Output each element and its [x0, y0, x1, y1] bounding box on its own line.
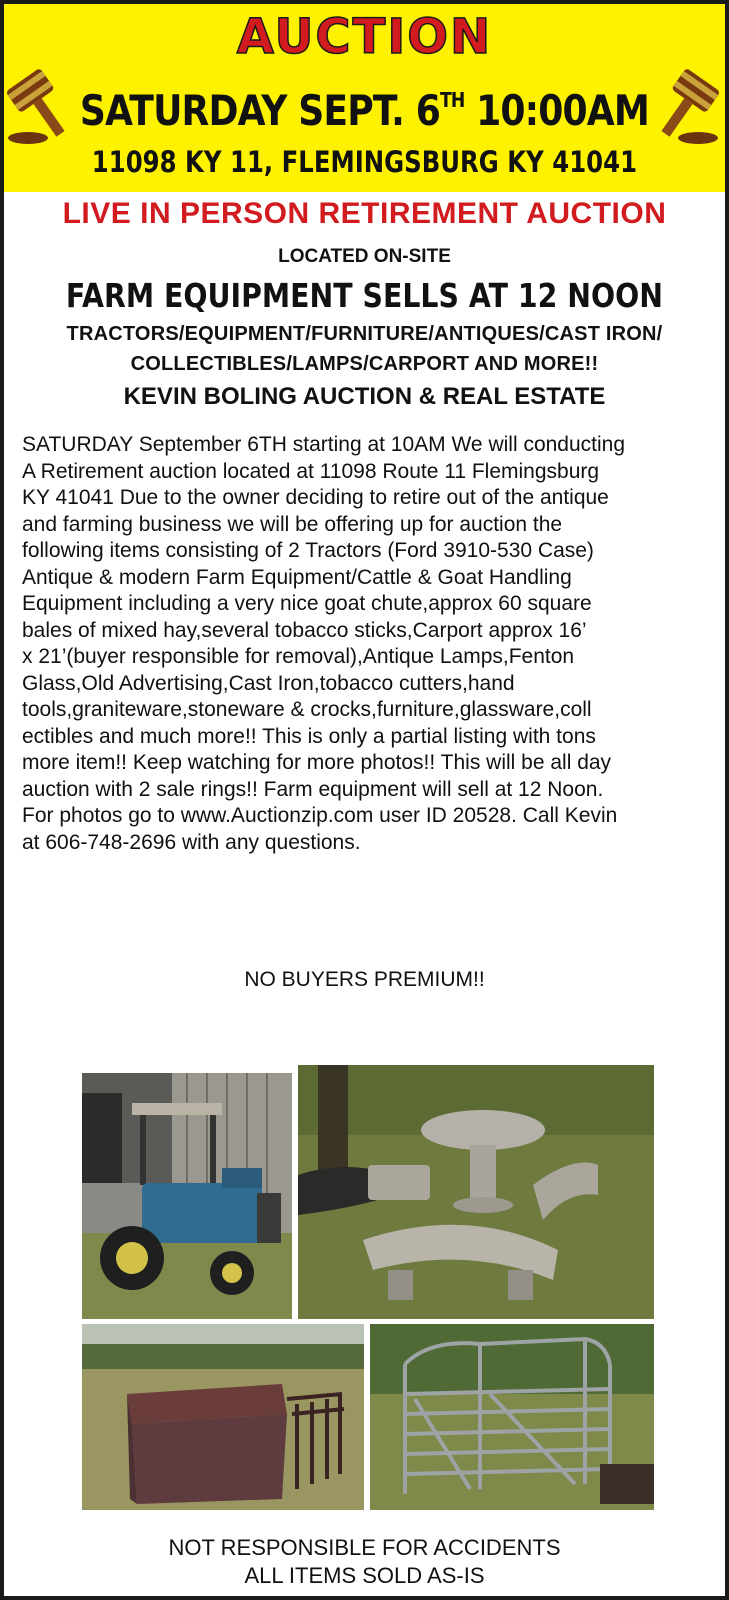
auction-address: 11098 KY 11, FLEMINGSBURG KY 41041	[91, 145, 638, 179]
description-line: tools,graniteware,stoneware & crocks,furniture,glassware,coll	[22, 698, 592, 721]
description-line: Antique & modern Farm Equipment/Cattle & Goat Handling	[22, 565, 572, 589]
gavel-icon	[650, 66, 720, 146]
gavel-icon	[6, 66, 76, 146]
header-banner	[4, 4, 725, 192]
date-main: SATURDAY SEPT. 6	[79, 86, 441, 135]
description-line: more item!! Keep watching for more photos!! This will be all day	[22, 751, 612, 774]
livestock-chute-photo	[370, 1324, 654, 1510]
no-buyers-premium: NO BUYERS PREMIUM!!	[244, 968, 485, 991]
description-line: x 21’(buyer responsible for removal),Antique Lamps,Fenton	[22, 645, 575, 668]
auction-description	[22, 432, 712, 856]
onsite-heading: LOCATED ON-SITE	[278, 246, 451, 267]
date-time: 10:00AM	[464, 86, 649, 135]
categories-line-2: COLLECTIBLES/LAMPS/CARPORT AND MORE!!	[130, 353, 599, 375]
description-line: ectibles and much more!! This is only a partial listing with tons	[22, 724, 596, 748]
live-auction-heading: LIVE IN PERSON RETIREMENT AUCTION	[62, 197, 667, 230]
description-line: following items consisting of 2 Tractors (Ford 3910-530 Case)	[22, 539, 594, 562]
description-line: SATURDAY September 6TH starting at 10AM We will conducting	[22, 433, 626, 456]
auction-title: AUCTION	[236, 9, 493, 65]
description-line: and farming business we will be offering up for auction the	[22, 512, 563, 536]
company-name: KEVIN BOLING AUCTION & REAL ESTATE	[123, 383, 606, 410]
footer-accidents: NOT RESPONSIBLE FOR ACCIDENTS	[168, 1535, 561, 1560]
description-line: Glass,Old Advertising,Cast Iron,tobacco cutters,hand	[22, 671, 515, 695]
hay-feeder-photo	[82, 1324, 364, 1510]
concrete-table-photo	[298, 1065, 654, 1319]
categories-line-1: TRACTORS/EQUIPMENT/FURNITURE/ANTIQUES/CAST IRON/	[66, 323, 663, 345]
description-line: KY 41041 Due to the owner deciding to retire out of the antique	[22, 486, 609, 509]
footer-as-is: ALL ITEMS SOLD AS-IS	[244, 1563, 485, 1588]
farm-equipment-heading: FARM EQUIPMENT SELLS AT 12 NOON	[65, 276, 663, 315]
description-line: at 606-748-2696 with any questions.	[22, 830, 361, 854]
description-line: A Retirement auction located at 11098 Route 11 Flemingsburg	[22, 459, 600, 483]
description-line: Equipment including a very nice goat chute,approx 60 square	[22, 592, 592, 615]
description-line: auction with 2 sale rings!! Farm equipment will sell at 12 Noon.	[22, 777, 604, 801]
description-line: For photos go to www.Auctionzip.com user ID 20528. Call Kevin	[22, 804, 618, 827]
description-line: bales of mixed hay,several tobacco sticks,Carport approx 16’	[22, 618, 587, 642]
tractor-photo	[82, 1073, 292, 1319]
auction-date	[54, 74, 674, 137]
date-suffix: TH	[440, 88, 465, 112]
